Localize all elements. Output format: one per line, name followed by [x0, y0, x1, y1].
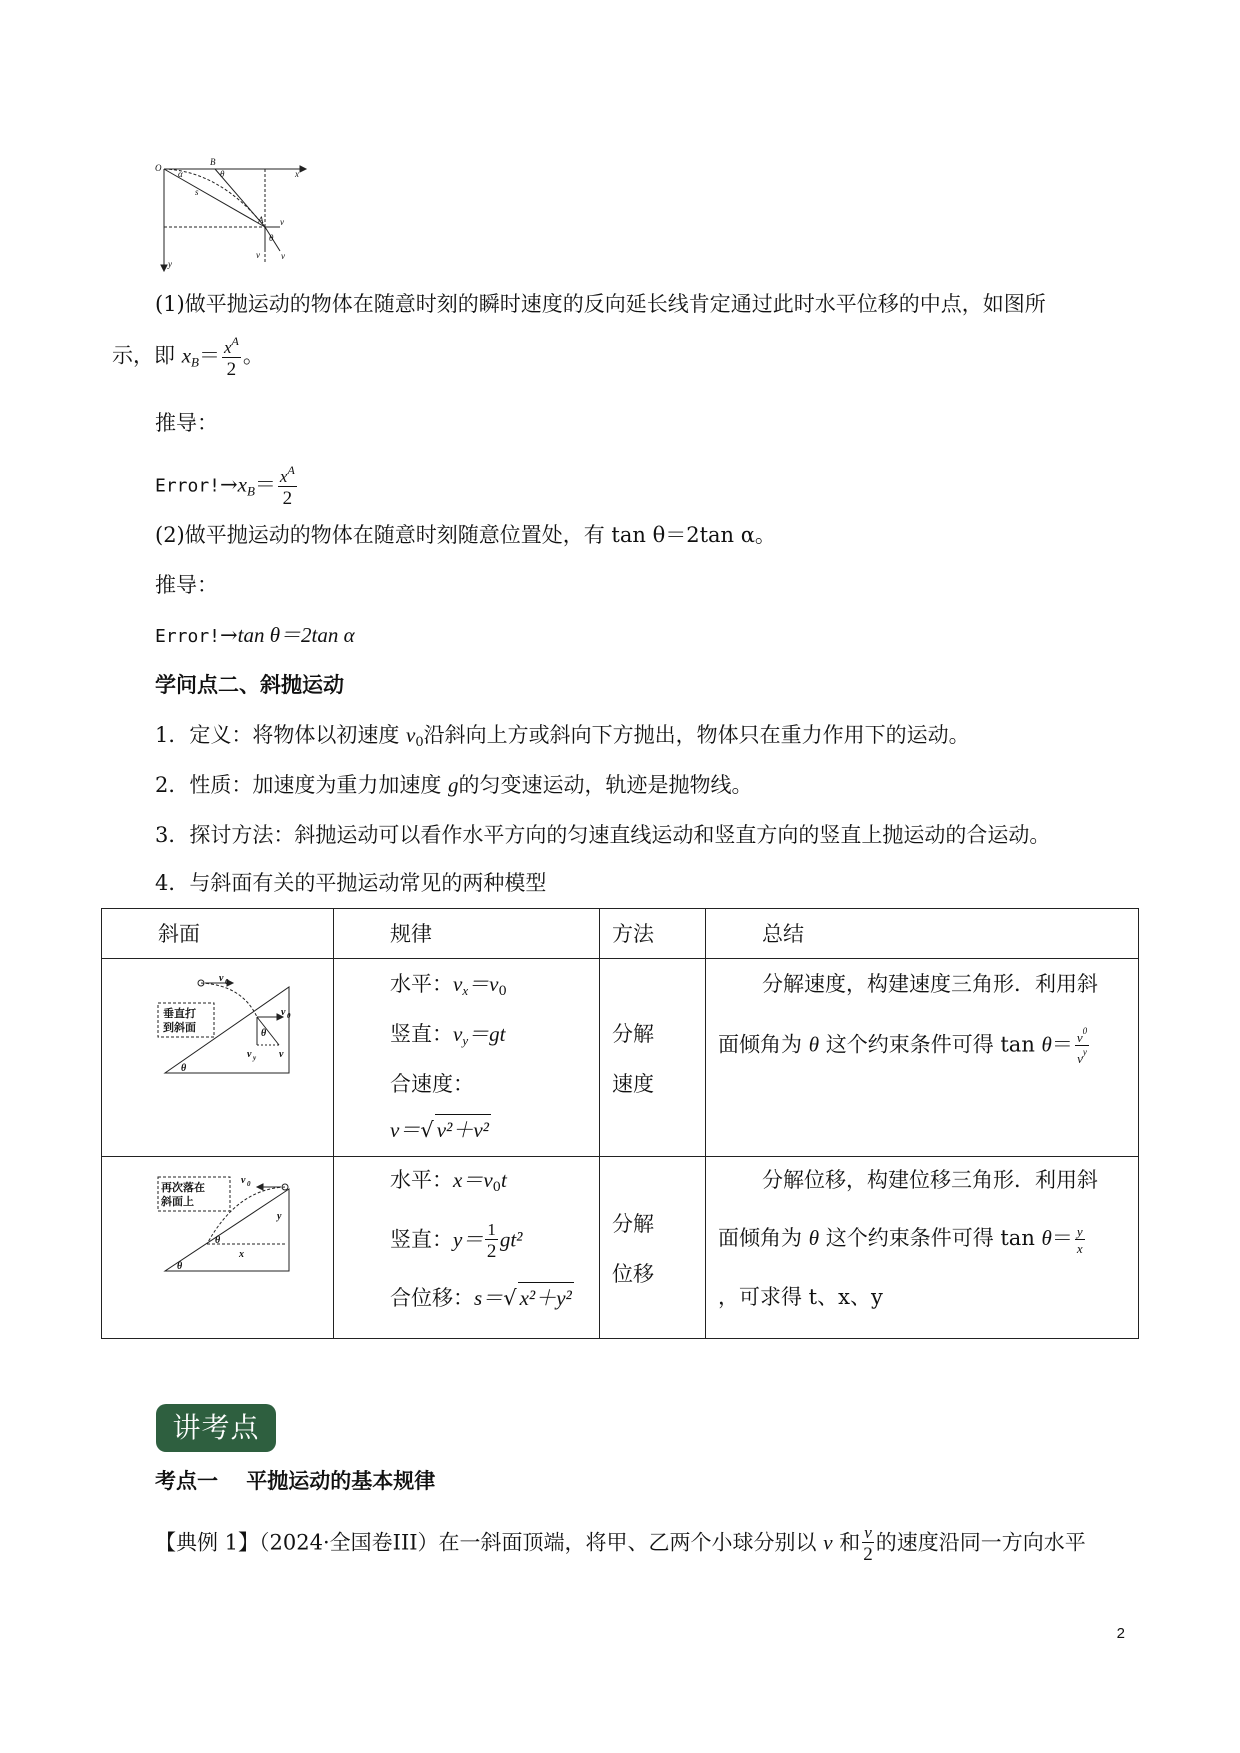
header-rule: 规律 — [390, 922, 432, 946]
svg-text:θ: θ — [177, 1261, 183, 1272]
projectile-diagram — [150, 155, 310, 275]
svg-text:0: 0 — [225, 978, 229, 986]
row2-summary-1: 分解位移，构建位移三角形．利用斜 — [762, 1168, 1098, 1192]
perpendicular-impact-diagram — [157, 973, 297, 1083]
label-theta2: θ — [269, 233, 274, 243]
label-x: x — [295, 169, 299, 179]
label-y: y — [168, 259, 172, 269]
paragraph-1-line1: (1)做平抛运动的物体在随意时刻的瞬时速度的反向延长线肯定通过此时水平位移的中点，如图所 — [155, 292, 1046, 316]
table-row — [102, 959, 1139, 1157]
list-item-4: 4．与斜面有关的平抛运动常见的两种模型 — [155, 871, 547, 895]
row2-horizontal: 水平：$x=v_0t$ — [390, 1168, 507, 1195]
kaodian-title: 考点一 平抛运动的基本规律 — [155, 1469, 436, 1493]
example-1: 【典例 1】（2024·全国卷III）在一斜面顶端，将甲、乙两个小球分别以 v 和 $\frac{v}{2}$ 的速度沿同一方向水平 — [155, 1523, 1086, 1565]
svg-text:v: v — [241, 1175, 246, 1186]
row1-horizontal: 水平：$v_x=v_0$ — [390, 972, 507, 999]
svg-text:v: v — [247, 1049, 252, 1060]
svg-text:再次落在: 再次落在 — [161, 1181, 205, 1194]
paragraph-2: (2)做平抛运动的物体在随意时刻随意位置处，有 tan θ＝2tan α。 — [155, 523, 776, 547]
label-alpha: α — [178, 169, 183, 179]
paragraph-1-line2: 示，即 $x_B=$ $\frac{x^A}{2}$ 。 — [112, 334, 264, 380]
header-incline: 斜面 — [158, 922, 200, 946]
list-item-3: 3．探讨方法：斜抛运动可以看作水平方向的匀速直线运动和竖直方向的竖直上抛运动的合运动。 — [155, 823, 1051, 847]
svg-text:x: x — [239, 1249, 244, 1260]
section-title: 学问点二、斜抛运动 — [155, 673, 344, 697]
svg-text:0: 0 — [247, 1180, 251, 1188]
row1-method-1: 分解 — [612, 1022, 654, 1046]
svg-text:y: y — [277, 1211, 282, 1222]
row1-summary-2: 面倾角为 θ 这个约束条件可得 tan θ＝ $\frac{v^0}{v^y}$ — [718, 1026, 1088, 1066]
svg-text:0: 0 — [287, 1012, 291, 1020]
row2-summary-3: ，可求得 t、x、y — [718, 1285, 883, 1309]
label-v0: v — [280, 217, 284, 227]
label-A: A — [258, 215, 264, 225]
svg-text:垂直打: 垂直打 — [163, 1007, 196, 1020]
error-line-2: Error!→tan θ＝2tan α — [155, 623, 355, 647]
svg-text:v: v — [279, 1049, 284, 1060]
row2-vertical: 竖直：y＝ $\frac{1}{2}$ gt² — [390, 1220, 523, 1262]
page-number: 2 — [1116, 1625, 1125, 1642]
svg-text:θ: θ — [261, 1028, 267, 1039]
derivation-label-1: 推导： — [155, 411, 218, 435]
svg-text:到斜面: 到斜面 — [163, 1021, 196, 1034]
svg-text:θ: θ — [181, 1063, 187, 1074]
svg-text:θ: θ — [215, 1235, 221, 1246]
error-line-1: $Error!\to x_B=$ $\frac{x^A}{2}$ — [155, 463, 295, 509]
row2-summary-2: 面倾角为 θ 这个约束条件可得 tan θ＝ $\frac{y}{x}$ — [718, 1223, 1083, 1256]
label-v: v — [281, 251, 285, 261]
row1-vertical: 竖直：$v_y=gt$ — [390, 1022, 506, 1048]
row1-resultant-label: 合速度： — [390, 1072, 474, 1096]
row1-resultant-expr: v＝√ v²＋v² — [390, 1114, 491, 1145]
svg-text:斜面上: 斜面上 — [161, 1195, 194, 1208]
list-item-2: 2．性质：加速度为重力加速度 g的匀变速运动，轨迹是抛物线。 — [155, 773, 753, 797]
list-item-1: 1．定义：将物体以初速度 $v_0$沿斜向上方或斜向下方抛出，物体只在重力作用下的运动。 — [155, 723, 970, 750]
header-summary: 总结 — [762, 922, 804, 946]
svg-text:v: v — [281, 1007, 286, 1018]
section-badge: 讲考点 — [156, 1404, 276, 1452]
row1-summary-1: 分解速度，构建速度三角形．利用斜 — [762, 972, 1098, 996]
label-theta: θ — [220, 169, 225, 179]
table-row — [102, 1157, 1139, 1339]
svg-text:y: y — [253, 1054, 257, 1062]
fraction-xA-over-2: $\frac{x^A}{2}$ — [223, 334, 239, 380]
derivation-label-2: 推导： — [155, 573, 218, 597]
landing-on-incline-diagram — [157, 1169, 297, 1279]
label-O: O — [155, 163, 162, 173]
label-B: B — [210, 157, 216, 167]
row1-method-2: 速度 — [612, 1072, 654, 1096]
header-method: 方法 — [612, 922, 654, 946]
label-vy: v — [256, 250, 260, 260]
row2-method-1: 分解 — [612, 1212, 654, 1236]
svg-text:v: v — [219, 973, 224, 984]
row2-displacement: 合位移：s＝√ x²＋y² — [390, 1282, 574, 1313]
models-table — [101, 908, 1139, 1339]
row2-method-2: 位移 — [612, 1262, 654, 1286]
label-s: s — [195, 187, 199, 197]
